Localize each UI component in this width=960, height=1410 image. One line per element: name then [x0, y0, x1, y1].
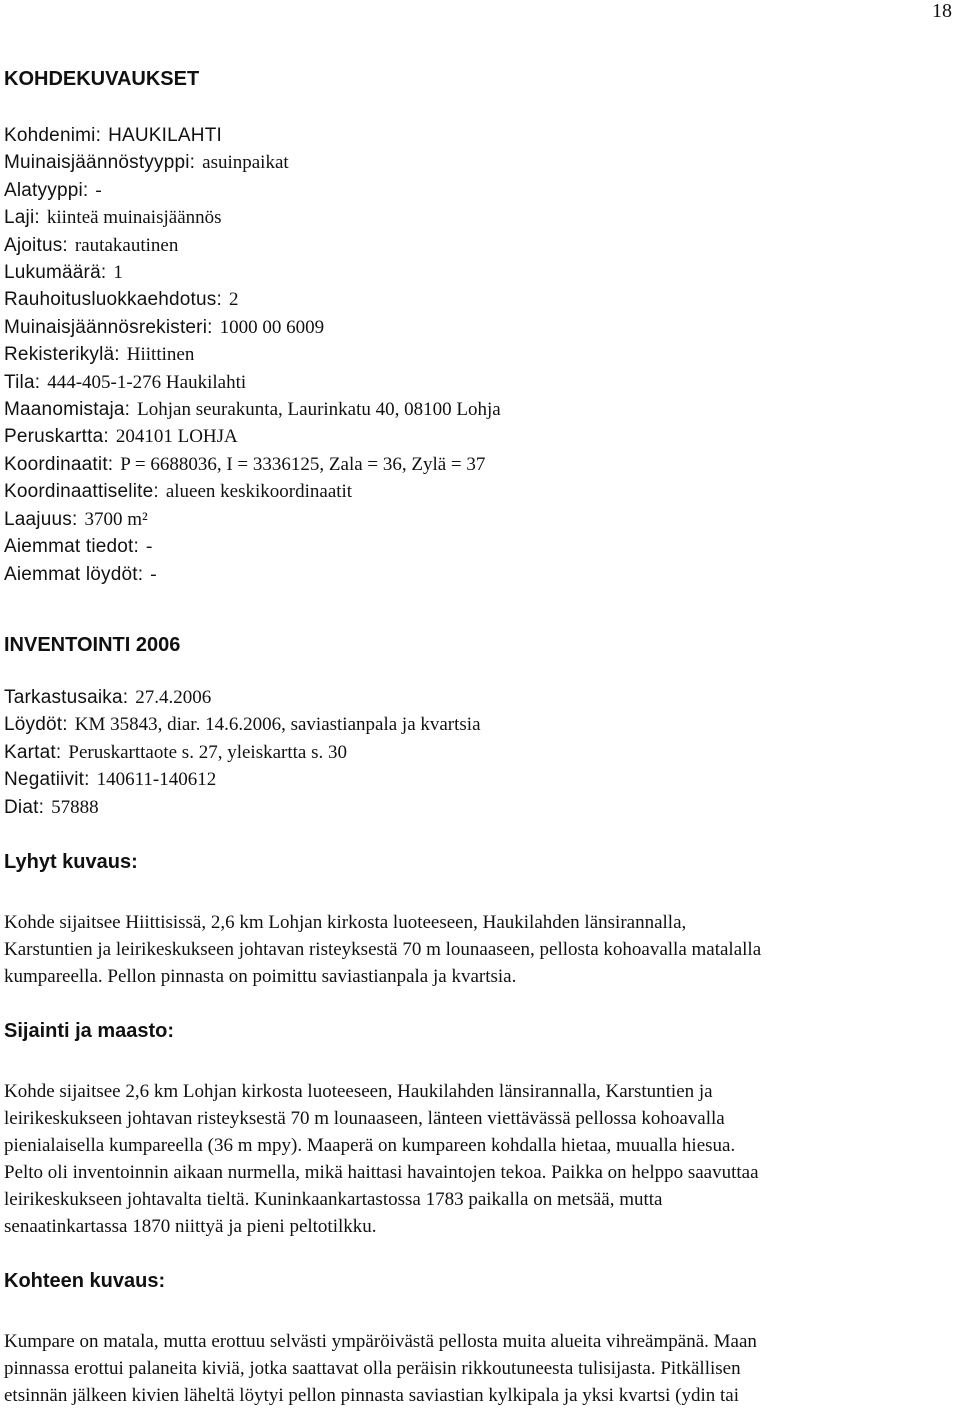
field-kohdenimi [4, 122, 949, 149]
field-value: 1000 00 6009 [219, 316, 325, 338]
field-label: Koordinaattiselite: [4, 481, 159, 503]
field-maanomistaja [4, 396, 949, 423]
field-loydot [4, 711, 949, 738]
field-label: Laajuus: [4, 508, 78, 530]
field-value: - [146, 536, 153, 558]
field-label: Aiemmat tiedot: [4, 536, 139, 558]
field-label: Aiemmat löydöt: [4, 563, 144, 585]
section-title-sijainti-ja-maasto: Sijainti ja maasto: [4, 1019, 175, 1042]
field-laji [4, 204, 949, 231]
inventory-fields [4, 684, 949, 821]
field-label: Maanomistaja: [4, 399, 131, 421]
field-label: Löydöt: [4, 714, 68, 736]
field-value: - [95, 179, 102, 201]
field-koordinaatit [4, 451, 949, 478]
field-value: 3700 m² [84, 508, 148, 530]
field-value: 140611-140612 [96, 769, 217, 791]
section-sijainti-ja-maasto [4, 1078, 949, 1240]
paragraph-line: pinnassa erottui palaneita kiviä, jotka saattavat olla peräisin rikkoutuneesta tulisijasta. Pitkällisen [4, 1357, 741, 1379]
field-value: Hiittinen [126, 344, 195, 366]
field-value: P = 6688036, I = 3336125, Zala = 36, Zylä = 37 [120, 453, 486, 475]
paragraph-line: Karstuntien ja leirikeskukseen johtavan risteyksestä 70 m lounaaseen, pellosta kohoavalla matalalla [4, 938, 762, 960]
field-value: 1 [113, 262, 123, 284]
field-negatiivit [4, 766, 949, 793]
field-rekisterikyla [4, 341, 949, 368]
field-value: Lohjan seurakunta, Laurinkatu 40, 08100 Lohja [137, 399, 501, 421]
field-koordinaattiselite [4, 478, 949, 505]
field-value: KM 35843, diar. 14.6.2006, saviastianpala ja kvartsia [74, 714, 481, 736]
field-value: 204101 LOHJA [115, 426, 238, 448]
field-value: - [150, 563, 157, 585]
paragraph-line: leirikeskukseen johtavan risteyksestä 70 m lounaaseen, länteen viettävässä pellossa kohoavalla [4, 1107, 725, 1129]
field-alatyyppi [4, 177, 949, 204]
field-value: 444-405-1-276 Haukilahti [47, 371, 247, 393]
field-label: Kartat: [4, 741, 62, 763]
field-diat [4, 794, 949, 821]
field-value: Peruskarttaote s. 27, yleiskartta s. 30 [68, 741, 347, 763]
field-aiemmat-tiedot [4, 533, 949, 560]
site-fields [4, 122, 949, 588]
field-value: 2 [228, 289, 239, 311]
field-value: rautakautinen [74, 234, 179, 256]
paragraph-line: Kohde sijaitsee 2,6 km Lohjan kirkosta luoteeseen, Haukilahden länsirannalla, Karstuntien ja [4, 1080, 713, 1102]
field-label: Negatiivit: [4, 769, 90, 791]
field-laajuus [4, 506, 949, 533]
field-label: Peruskartta: [4, 426, 109, 448]
main-heading: KOHDEKUVAUKSET [4, 68, 200, 90]
field-label: Laji: [4, 207, 40, 229]
field-value: asuinpaikat [202, 152, 289, 174]
paragraph-line: Pelto oli inventoinnin aikaan nurmella, mikä haittasi havaintojen tekoa. Paikka on helppo saavuttaa [4, 1161, 759, 1183]
section-lyhyt-kuvaus [4, 909, 949, 990]
paragraph-line: kumpareella. Pellon pinnasta on poimittu saviastianpala ja kvartsia. [4, 965, 517, 987]
field-label: Lukumäärä: [4, 262, 107, 284]
section-title-lyhyt-kuvaus: Lyhyt kuvaus: [4, 850, 138, 873]
field-label: Kohdenimi: [4, 125, 102, 146]
field-muinaisjaannostyyppi [4, 149, 949, 176]
field-value: 27.4.2006 [135, 686, 212, 708]
field-tarkastusaika [4, 684, 949, 711]
field-label: Muinaisjäännöstyyppi: [4, 152, 196, 174]
field-lukumaara [4, 259, 949, 286]
inventory-heading: INVENTOINTI 2006 [4, 633, 181, 656]
field-ajoitus [4, 232, 949, 259]
paragraph-line: leirikeskukseen johtavalta tieltä. Kuninkaankartastossa 1783 paikalla on metsää, mutta [4, 1188, 663, 1210]
paragraph-line: pienialaisella kumpareella (36 m mpy). Maaperä on kumpareen kohdalla hietaa, muualla hiesua. [4, 1134, 736, 1156]
field-muinaisjaannosrekisteri [4, 314, 949, 341]
field-label: Muinaisjäännösrekisteri: [4, 316, 213, 338]
field-label: Koordinaatit: [4, 453, 114, 475]
section-title-kohteen-kuvaus: Kohteen kuvaus: [4, 1269, 166, 1292]
field-tila [4, 369, 949, 396]
field-rauhoitusluokkaehdotus [4, 286, 949, 313]
field-value: 57888 [51, 796, 99, 818]
field-label: Rauhoitusluokkaehdotus: [4, 289, 222, 311]
field-aiemmat-loydot [4, 561, 949, 588]
field-label: Ajoitus: [4, 234, 68, 256]
field-value: alueen keskikoordinaatit [165, 481, 353, 503]
paragraph-line: senaatinkartassa 1870 niittyä ja pieni peltotilkku. [4, 1215, 377, 1237]
field-value: HAUKILAHTI [108, 125, 222, 146]
field-label: Alatyyppi: [4, 179, 89, 201]
field-value: kiinteä muinaisjäännös [46, 207, 222, 229]
field-label: Rekisterikylä: [4, 344, 120, 366]
field-label: Tila: [4, 371, 41, 393]
field-kartat [4, 739, 949, 766]
paragraph-line: Kohde sijaitsee Hiittisissä, 2,6 km Lohjan kirkosta luoteeseen, Haukilahden länsirannalla, [4, 911, 687, 933]
paragraph-line: etsinnän jälkeen kivien läheltä löytyi pellon pinnasta saviastian kylkipala ja yksi kvartsi (ydin tai [4, 1384, 740, 1406]
paragraph-line: Kumpare on matala, mutta erottuu selvästi ympäröivästä pellosta muita alueita vihreämpänä. Maan [4, 1330, 757, 1352]
document-body [4, 66, 949, 1409]
field-label: Tarkastusaika: [4, 686, 129, 708]
field-label: Diat: [4, 796, 45, 818]
field-peruskartta [4, 423, 949, 450]
section-kohteen-kuvaus [4, 1328, 949, 1409]
page-number: 18 [932, 0, 952, 22]
